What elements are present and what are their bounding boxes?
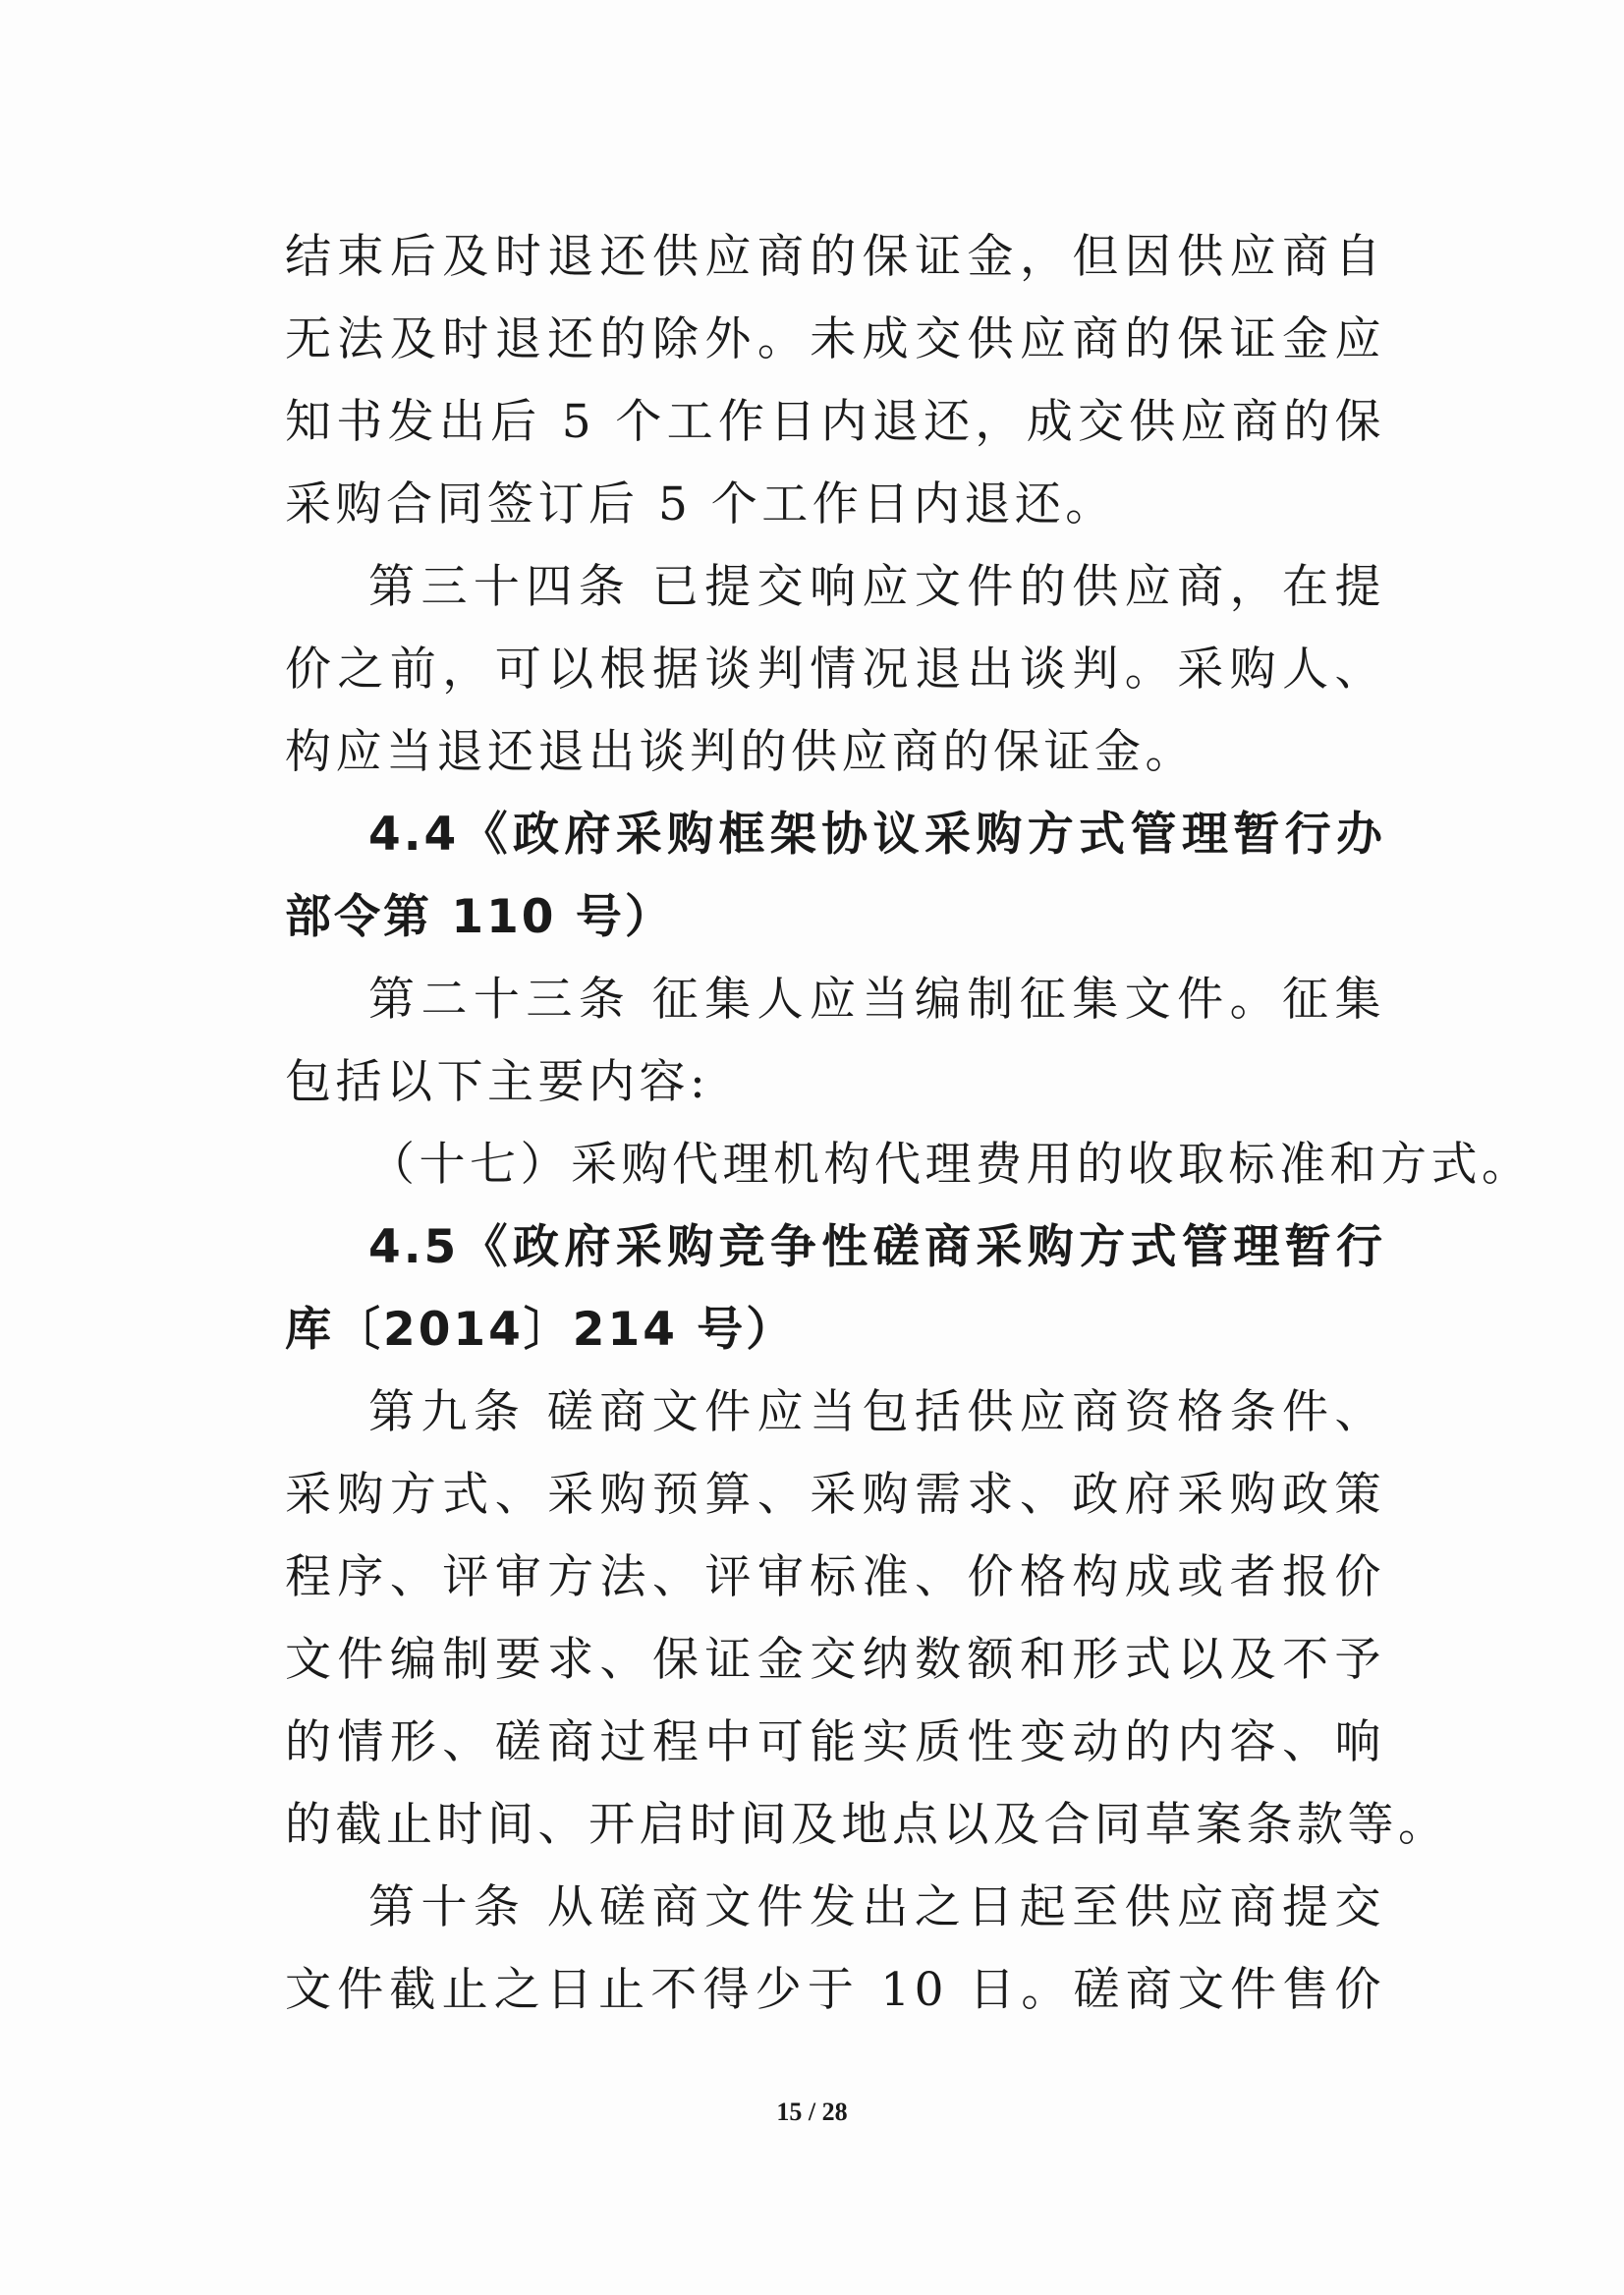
article-10-first-line: 第十条 从磋商文件发出之日起至供应商提交 (368, 1880, 1385, 1934)
article-9-first-line: 第九条 磋商文件应当包括供应商资格条件、 (368, 1385, 1385, 1439)
body-text-line: 构应当退还退出谈判的供应商的保证金。 (285, 725, 1196, 779)
section-heading-4-4: 4.4《政府采购框架协议采购方式管理暂行办 (368, 808, 1385, 862)
page-number: 15 / 28 (776, 2098, 848, 2126)
body-text-line: 文件编制要求、保证金交纳数额和形式以及不予 (285, 1633, 1385, 1687)
body-text-line: 文件截止之日止不得少于 10 日。磋商文件售价 (285, 1963, 1385, 2017)
body-text-line: 结束后及时退还供应商的保证金，但因供应商自 (285, 230, 1385, 284)
list-item-17: （十七）采购代理机构代理费用的收取标准和方式。 (368, 1138, 1533, 1192)
body-text-line: 的情形、磋商过程中可能实质性变动的内容、响 (285, 1715, 1385, 1769)
article-23-first-line: 第二十三条 征集人应当编制征集文件。征集 (368, 973, 1385, 1027)
body-text-line: 知书发出后 5 个工作日内退还，成交供应商的保 (285, 395, 1385, 449)
article-34-first-line: 第三十四条 已提交响应文件的供应商，在提 (368, 560, 1385, 614)
section-heading-4-5: 4.5《政府采购竞争性磋商采购方式管理暂行 (368, 1220, 1385, 1274)
section-heading-4-5-cont: 库〔2014〕214 号） (285, 1303, 796, 1357)
body-text-line: 价之前，可以根据谈判情况退出谈判。采购人、 (285, 643, 1385, 697)
body-text-line: 采购方式、采购预算、采购需求、政府采购政策 (285, 1468, 1385, 1522)
body-text-line: 无法及时退还的除外。未成交供应商的保证金应 (285, 312, 1385, 366)
section-heading-4-4-cont: 部令第 110 号） (285, 890, 674, 944)
body-text-line: 包括以下主要内容: (285, 1055, 710, 1109)
body-text-line: 程序、评审方法、评审标准、价格构成或者报价 (285, 1550, 1385, 1604)
body-text-line: 的截止时间、开启时间及地点以及合同草案条款等。 (285, 1798, 1449, 1852)
body-text-line: 采购合同签订后 5 个工作日内退还。 (285, 477, 1116, 532)
